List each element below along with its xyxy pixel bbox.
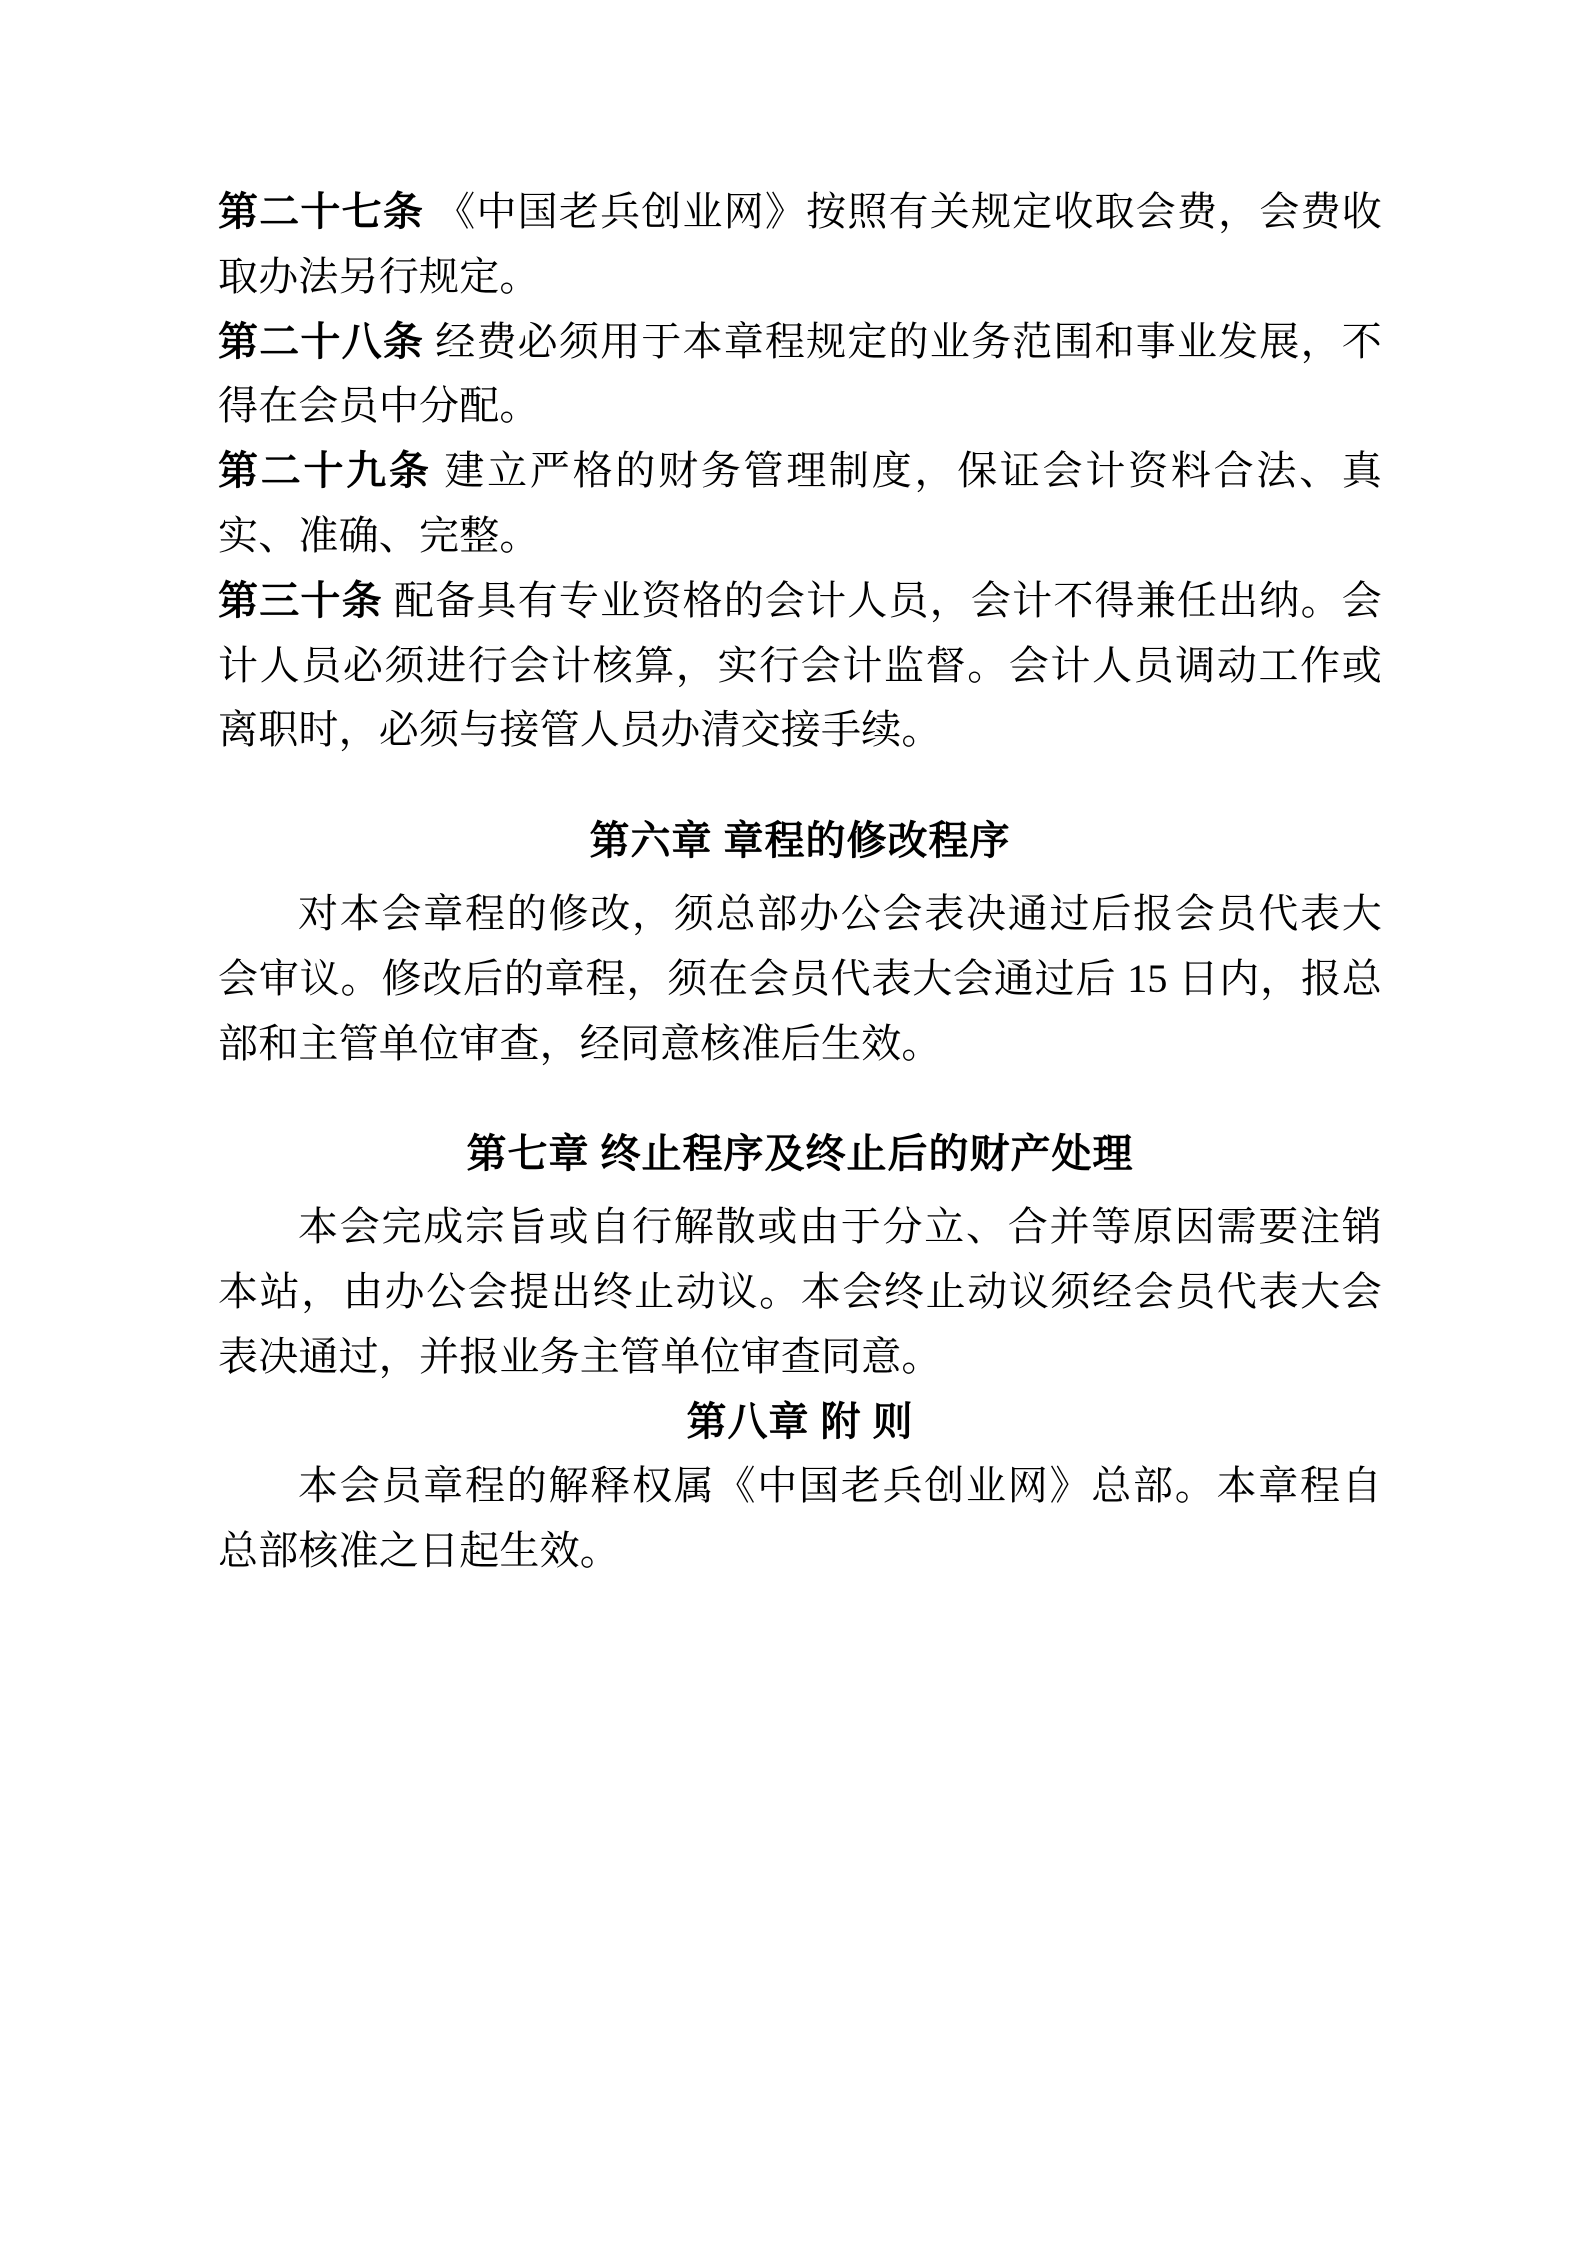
article-30-text: 配备具有专业资格的会计人员，会计不得兼任出纳。会计人员必须进行会计核算，实行会计监督。会计人员调动工作或离职时，必须与接管人员办清交接手续。 xyxy=(218,577,1382,753)
chapter-7-body: 本会完成宗旨或自行解散或由于分立、合并等原因需要注销本站，由办公会提出终止动议。本会终止动议须经会员代表大会表决通过，并报业务主管单位审查同意。 xyxy=(218,1204,1382,1379)
article-29-label: 第二十九条 xyxy=(218,448,432,494)
article-29 xyxy=(218,439,1382,569)
article-28-label: 第二十八条 xyxy=(218,318,425,364)
article-30-label: 第三十条 xyxy=(218,577,383,623)
spacer-before-chapter-6 xyxy=(218,763,1382,809)
chapter-7-heading: 第七章 终止程序及终止后的财产处理 xyxy=(466,1131,1134,1177)
chapter-8-heading: 第八章 附 则 xyxy=(686,1398,914,1444)
article-27 xyxy=(218,180,1382,310)
article-28-text: 经费必须用于本章程规定的业务范围和事业发展，不得在会员中分配。 xyxy=(218,318,1383,429)
article-28 xyxy=(218,310,1382,440)
article-30 xyxy=(218,569,1382,763)
chapter-6-heading: 第六章 章程的修改程序 xyxy=(589,818,1011,864)
document-body xyxy=(218,180,1382,1584)
chapter-8-body: 本会员章程的解释权属《中国老兵创业网》总部。本章程自总部核准之日起生效。 xyxy=(218,1463,1382,1574)
article-27-label: 第二十七条 xyxy=(218,189,425,234)
spacer-before-chapter-7 xyxy=(218,1076,1382,1122)
chapter-6-body: 对本会章程的修改，须总部办公会表决通过后报会员代表大会审议。修改后的章程，须在会员代表大会通过后 15 日内，报总部和主管单位审查，经同意核准后生效。 xyxy=(218,890,1382,1066)
article-29-text: 建立严格的财务管理制度，保证会计资料合法、真实、准确、完整。 xyxy=(218,448,1382,558)
spacer-chapter-7 xyxy=(218,1187,1382,1195)
article-27-text: 《中国老兵创业网》按照有关规定收取会费，会费收取办法另行规定。 xyxy=(218,189,1383,299)
spacer-chapter-6 xyxy=(218,874,1382,882)
